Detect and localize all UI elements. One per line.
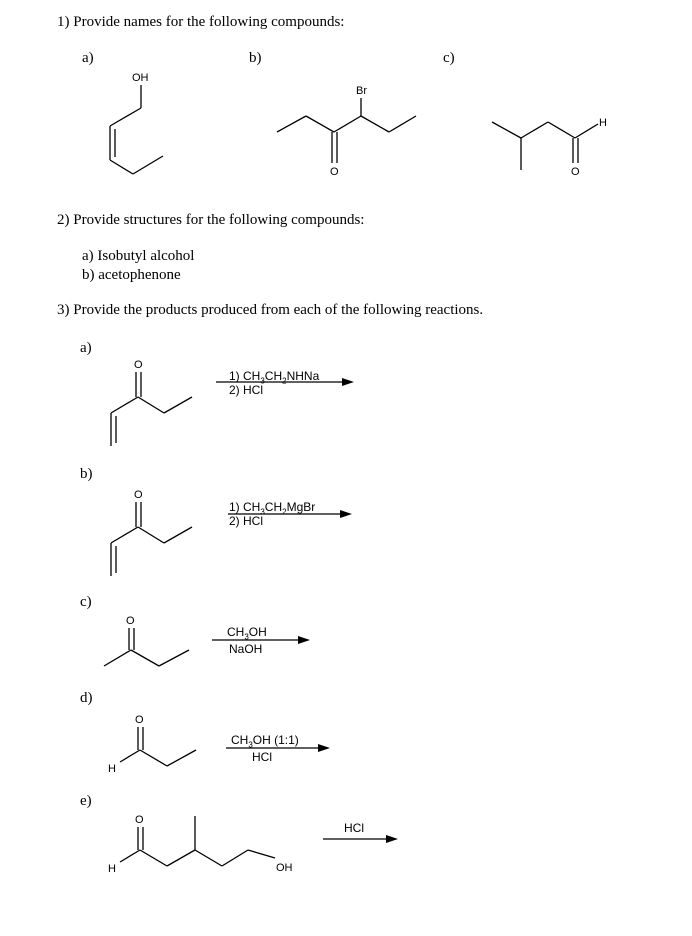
q3c-structure — [104, 615, 298, 666]
q3c-reagent-line2: NaOH — [229, 642, 263, 656]
q3a-reagent-line2: 2) HCl — [229, 383, 264, 397]
q3a-o-label: O — [134, 359, 143, 371]
arrowhead-c — [298, 636, 310, 644]
q3e-h-label: H — [108, 863, 116, 875]
q1a-structure — [110, 72, 163, 174]
q3d-h-label: H — [108, 763, 116, 775]
question-1-title: 1) Provide names for the following compounds: — [57, 14, 345, 30]
arrowhead-e — [386, 835, 398, 843]
q1-label-c: c) — [443, 50, 455, 66]
q2-item-b: b) acetophenone — [82, 267, 181, 283]
q3b-reagent-line2: 2) HCl — [229, 514, 264, 528]
q3b-reagent-line1: 1) $CH_3CH_2MgBr$ — [229, 500, 316, 517]
q3-label-e: e) — [80, 793, 92, 809]
q3c-o-label: O — [126, 615, 135, 627]
arrowhead-a — [342, 378, 354, 386]
q1b-structure — [277, 85, 416, 178]
question-2-title: 2) Provide structures for the following compounds: — [57, 212, 365, 228]
q3b-o-label: O — [134, 489, 143, 501]
q3c-reagent-line1: $CH_3OH$ — [227, 625, 267, 642]
q1b-o-label: O — [330, 166, 339, 178]
q3-label-c: c) — [80, 594, 92, 610]
q1-label-a: a) — [82, 50, 94, 66]
q3-label-a: a) — [80, 340, 92, 356]
q3e-oh-label: OH — [276, 862, 293, 874]
q3d-o-label: O — [135, 714, 144, 726]
question-3-title: 3) Provide the products produced from each of the following reactions. — [57, 302, 484, 318]
q1a-oh-label: OH — [132, 72, 149, 84]
q1b-br-label: Br — [356, 85, 367, 97]
arrowhead-b — [340, 510, 352, 518]
q3e-o-label: O — [135, 814, 144, 826]
q3a-reagent-line1: 1) $CH_3CH_2NHNa$ — [229, 369, 320, 386]
q3d-reagent-line2: HCl — [252, 750, 272, 764]
q1c-structure — [492, 117, 607, 178]
q3e-reagent-line1: HCl — [344, 821, 364, 835]
q3d-reagent-line1: $CH_3OH$ (1:1) — [231, 733, 299, 750]
arrowhead-d — [318, 744, 330, 752]
q1c-h-label: H — [599, 117, 607, 129]
q1-label-b: b) — [249, 50, 262, 66]
q2-item-a: a) Isobutyl alcohol — [82, 248, 195, 264]
q3-label-d: d) — [80, 690, 93, 706]
q3-label-b: b) — [80, 466, 93, 482]
q1c-o-label: O — [571, 166, 580, 178]
